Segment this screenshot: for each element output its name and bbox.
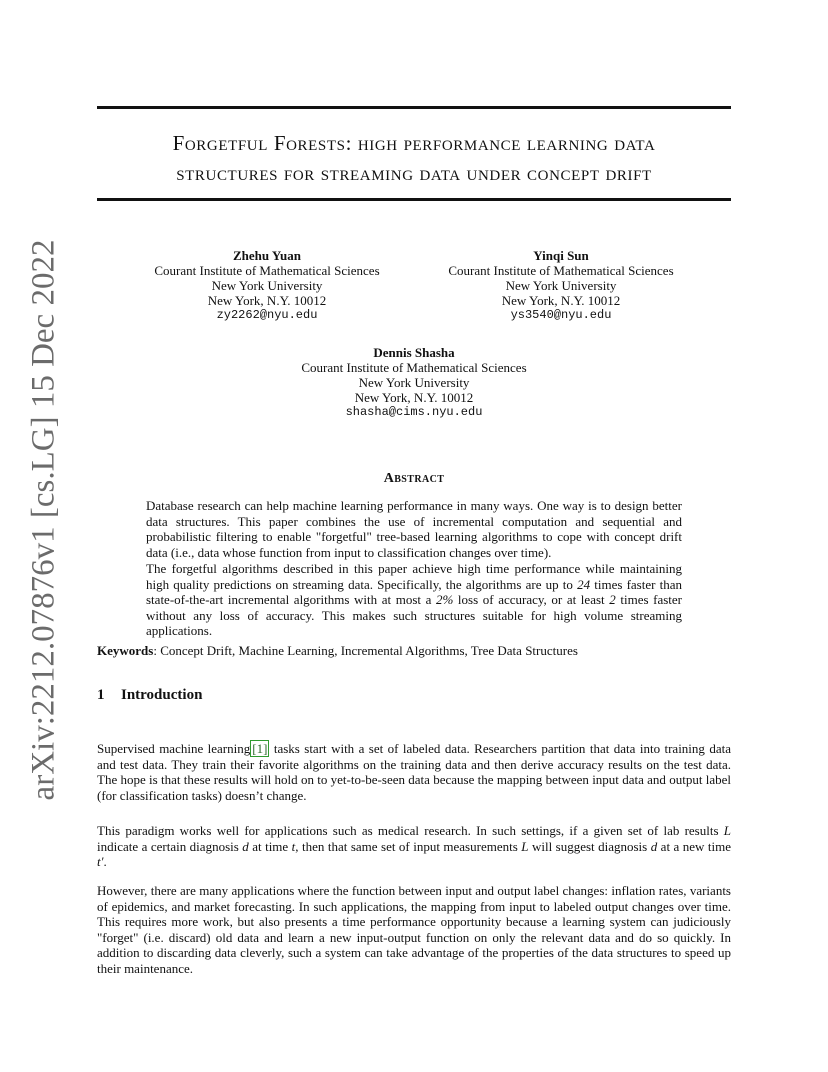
author-block-2 (431, 248, 691, 323)
section-title: Introduction (121, 687, 203, 703)
author-email[interactable]: shasha@cims.nyu.edu (345, 405, 483, 419)
abstract-number: 24 (577, 576, 591, 592)
intro-paragraph-2 (97, 823, 731, 870)
math-var: d (650, 838, 658, 854)
keywords-label: Keywords (97, 643, 154, 658)
abstract-number: 2 (609, 592, 616, 607)
abstract-paragraph-1: Database research can help machine learning performance in many ways. One way is to design better data structures. This paper combines the use of incremental computation and sequential and probabilistic filtering to enable "forgetful" tree-based learning algorithms to cope with concept drift data (i.e., data whose function from input to classification changes over time). (146, 498, 682, 560)
abstract-text: times faster without any loss of accuracy. This makes such structures suitable for high volume streaming applications. (146, 592, 682, 638)
math-var: L (723, 823, 731, 838)
intro-text: will suggest diagnosis (528, 838, 651, 854)
author-address: New York, N.Y. 10012 (207, 293, 327, 308)
intro-text: Supervised machine learning (97, 741, 251, 756)
author-affiliation: Courant Institute of Mathematical Sciences (301, 360, 527, 375)
intro-paragraph-3: However, there are many applications where the function between input and output label changes: inflation rates, variants of epidemics, and market forecasting. In such applications, the mapping from input to labeled output changes over time. This requires more work, but also presents a time performance opportunity because a learning system can judiciously "forget" (i.e. discard) old data and learn a new input-output function on only the relevant data and do so quickly. In addition to discarding data cleverly, such a system can take advantage of the properties of the data structures to speed up their maintenance. (97, 883, 731, 976)
author-university: New York University (358, 375, 470, 390)
author-email[interactable]: ys3540@nyu.edu (510, 308, 612, 322)
section-heading (97, 687, 202, 704)
author-name: Yinqi Sun (533, 248, 589, 263)
citation-link[interactable]: [1] (252, 741, 268, 756)
title-bottom-rule (97, 198, 731, 201)
intro-text: , then that same set of input measurements (295, 838, 522, 854)
paper-title-line2: structures for streaming data under concept drift (176, 161, 652, 185)
math-var: t′ (97, 854, 104, 869)
author-name: Zhehu Yuan (232, 248, 302, 263)
intro-text: indicate a certain diagnosis (97, 838, 243, 854)
abstract-paragraph-2 (146, 561, 682, 639)
author-name: Dennis Shasha (373, 345, 455, 360)
intro-text: This paradigm works well for applications such as medical research. In such settings, if a given set of lab results (97, 823, 724, 838)
intro-text: at a new time (657, 838, 731, 854)
paper-title (97, 128, 731, 188)
abstract-number: 2% (435, 592, 454, 607)
section-number: 1 (97, 687, 105, 703)
arxiv-stamp-text: arXiv:2212.07876v1 [cs.LG] 15 Dec 2022 (25, 239, 62, 801)
abstract-text: times faster than state-of-the-art incremental algorithms with at most a (146, 576, 683, 607)
intro-paragraph-1 (97, 741, 731, 803)
abstract-text: loss of accuracy, or at least (453, 592, 610, 607)
abstract-text: The forgetful algorithms described in this paper achieve high time performance while maintaining high quality predictions on streaming data. Specifically, the algorithms are up to (146, 561, 682, 592)
intro-text: at time (248, 838, 292, 854)
intro-text: tasks start with a set of labeled data. Researchers partition that data into training data and test data. They train their favorite algorithms on the training data and then derive accuracy results on the test data. The hope is that these results will hold on to yet-to-be-seen data because the mapping between input data and output label (for classification tasks) doesn’t change. (97, 741, 731, 803)
author-block-1 (137, 248, 397, 323)
math-var: t (291, 838, 296, 854)
author-block-3 (284, 345, 544, 420)
author-university: New York University (505, 278, 617, 293)
paper-title-line1: Forgetful Forests: high performance learning data (172, 131, 656, 155)
math-var: d (242, 838, 249, 854)
intro-text: . (103, 854, 107, 869)
author-address: New York, N.Y. 10012 (501, 293, 621, 308)
author-address: New York, N.Y. 10012 (354, 390, 474, 405)
math-var: L (521, 838, 529, 854)
author-university: New York University (211, 278, 323, 293)
author-affiliation: Courant Institute of Mathematical Sciences (448, 263, 674, 278)
keywords-text: : Concept Drift, Machine Learning, Incremental Algorithms, Tree Data Structures (153, 643, 578, 658)
author-affiliation: Courant Institute of Mathematical Sciences (154, 263, 380, 278)
keywords (97, 643, 731, 659)
abstract-heading: Abstract (383, 471, 445, 486)
author-email[interactable]: zy2262@nyu.edu (216, 308, 318, 322)
title-top-rule (97, 106, 731, 109)
